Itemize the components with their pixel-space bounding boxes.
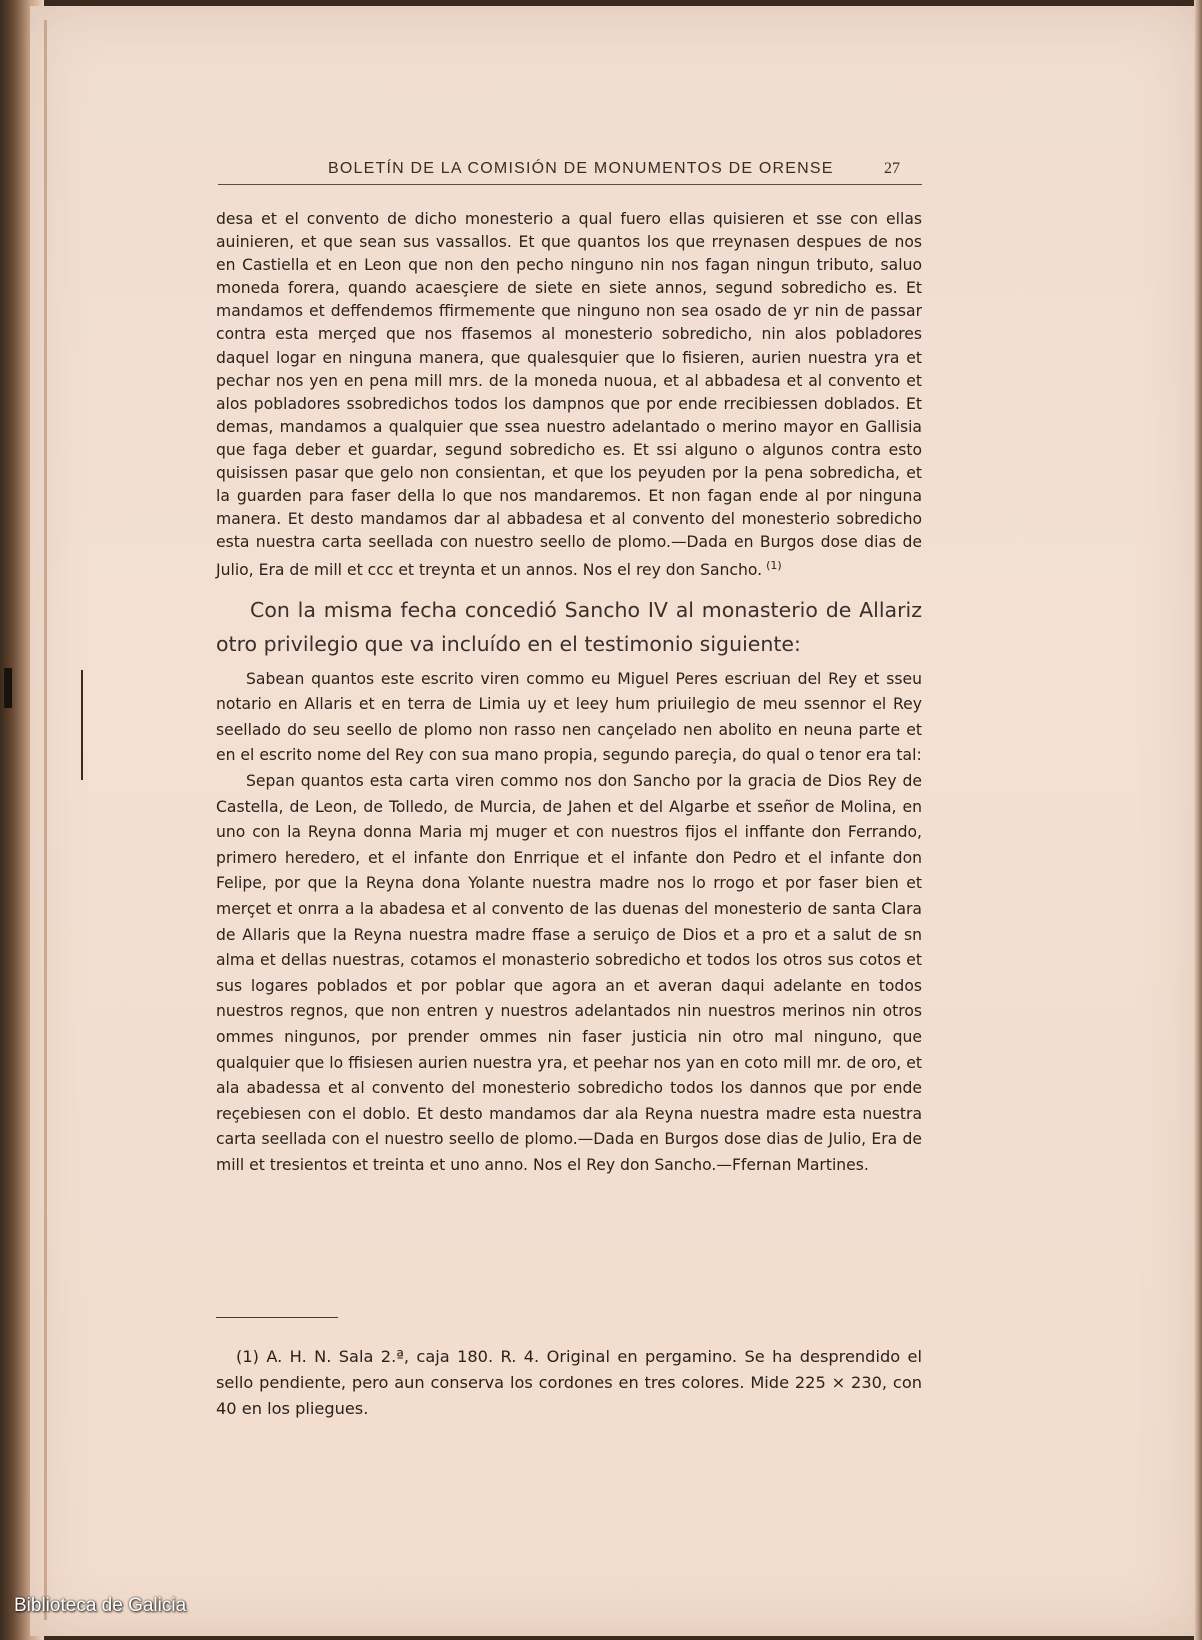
footnote-separator	[216, 1317, 338, 1318]
privilege-paragraph: Sepan quantos esta carta viren commo nos don Sancho por la gracia de Dios Rey de Castella, de Leon, de Tolledo, de Murcia, de Jahen et del Algarbe et sseñor de Molina, en uno con la Reyna donna Maria mj muger et con nuestros fijos el inffante don Ferrando, primero heredero, et el infante don Enrrique et el infante don Pedro et el infante don Felipe, por que la Reyna dona Yolante nuestra madre nos lo rrogo et por faser bien et merçet et onrra a la abadesa et al convento de las duenas del monesterio de santa Clara de Allaris que la Reyna nuestra madre ffase a seruiço de Dios et a pro et a salut de sn alma et dellas nuestras, cotamos el monasterio sobredicho et todos los otros sus cotos et sus logares poblados et por poblar que agora an et averan daqui adelante en todos nuestros regnos, que non entren y nuestros adelantados nin nuestros merinos nin otros ommes ningunos, por prender ommes nin faser justicia nin otro mal ninguno, que qualquier que lo ffisiesen aurien nuestra yra, et peehar nos yan en coto mill mr. de oro, et ala abadessa et al convento del monesterio sobredicho todos los dannos que por ende reçebiesen con el doblo. Et desto mandamos dar ala Reyna nuestra madre esta nuestra carta seellada con el nuestro seello de plomo.—Dada en Burgos dose dias de Julio, Era de mill et tresientos et treinta et uno anno. Nos el Rey don Sancho.—Ffernan Martines.	[216, 772, 922, 1174]
footnote-reference: (1)	[766, 559, 782, 573]
library-watermark: Biblioteca de Galicia	[14, 1595, 187, 1616]
footnote: (1) A. H. N. Sala 2.ª, caja 180. R. 4. Original en pergamino. Se ha desprendido el sello pendiente, pero aun conserva los cordones en tres colores. Mide 225 × 230, con 40 en los pliegues.	[216, 1347, 922, 1419]
paragraph-text: desa et el convento de dicho monesterio a qual fuero ellas quisieren et sse con ellas auinieren, et que sean sus vassallos. Et que quantos los que rreynasen despues de nos en Castiella et en Leon que non den pecho ninguno nin nos fagan ningun tributo, saluo moneda forera, quando acaesçiere de siete en siete annos, segund sobredicho es. Et mandamos et deffendemos ffirmemente que ninguno non sea osado de yr nin de passar contra esta merçed que nos ffasemos al monesterio sobredicho, nin alos pobladores daquel logar en ninguna manera, que qualesquier que lo fisieren, aurien nuestra yra et pechar nos yen en pena mill mrs. de la moneda nuoua, et al abbadesa et al convento et alos pobladores ssobredichos todos los dampnos que por ende rrecibiessen doblados. Et demas, mandamos a qualquier que ssea nuestro adelantado o merino mayor en Gallisia que faga deber et guardar, segund sobredicho es. Et ssi alguno o algunos contra esto quisissen pasar que gelo non consientan, et que los peyuden por la pena sobredicha, et la guarden para faser della lo que nos mandaremos. Et non fagan ende al por ninguna manera. Et desto mandamos dar al abbadesa et al convento del monesterio sobredicho esta nuestra carta seellada con nuestro seello de plomo.—Dada en Burgos dose dias de Julio, Era de mill et ccc et treynta et un annos. Nos el rey don Sancho.	[216, 210, 922, 580]
testimony-paragraph: Sabean quantos este escrito viren commo eu Miguel Peres escriuan del Rey et sseu notario en Allaris et en terra de Limia uy et leey hum priuilegio de meu ssennor el Rey seellado do seu seello de plomo non rasso nen cançelado nen abolito en neuna parte et en el escrito nome del Rey con sua mano propia, segundo pareçia, do qual o tenor era tal:	[216, 669, 922, 765]
page-right-edge	[1194, 0, 1202, 1640]
gutter-line	[44, 20, 47, 1620]
narrative-paragraph: Con la misma fecha concedió Sancho IV al monasterio de Allariz otro privilegio que va incluído en el testimonio siguiente:	[216, 597, 922, 656]
margin-tick-mark	[4, 668, 12, 708]
running-title: BOLETÍN DE LA COMISIÓN DE MONUMENTOS DE ORENSE	[328, 160, 834, 177]
margin-pencil-mark	[81, 670, 83, 780]
charter-continuation-paragraph	[216, 208, 922, 583]
main-text	[216, 208, 922, 1179]
page-number: 27	[884, 160, 900, 177]
running-header	[218, 160, 922, 185]
